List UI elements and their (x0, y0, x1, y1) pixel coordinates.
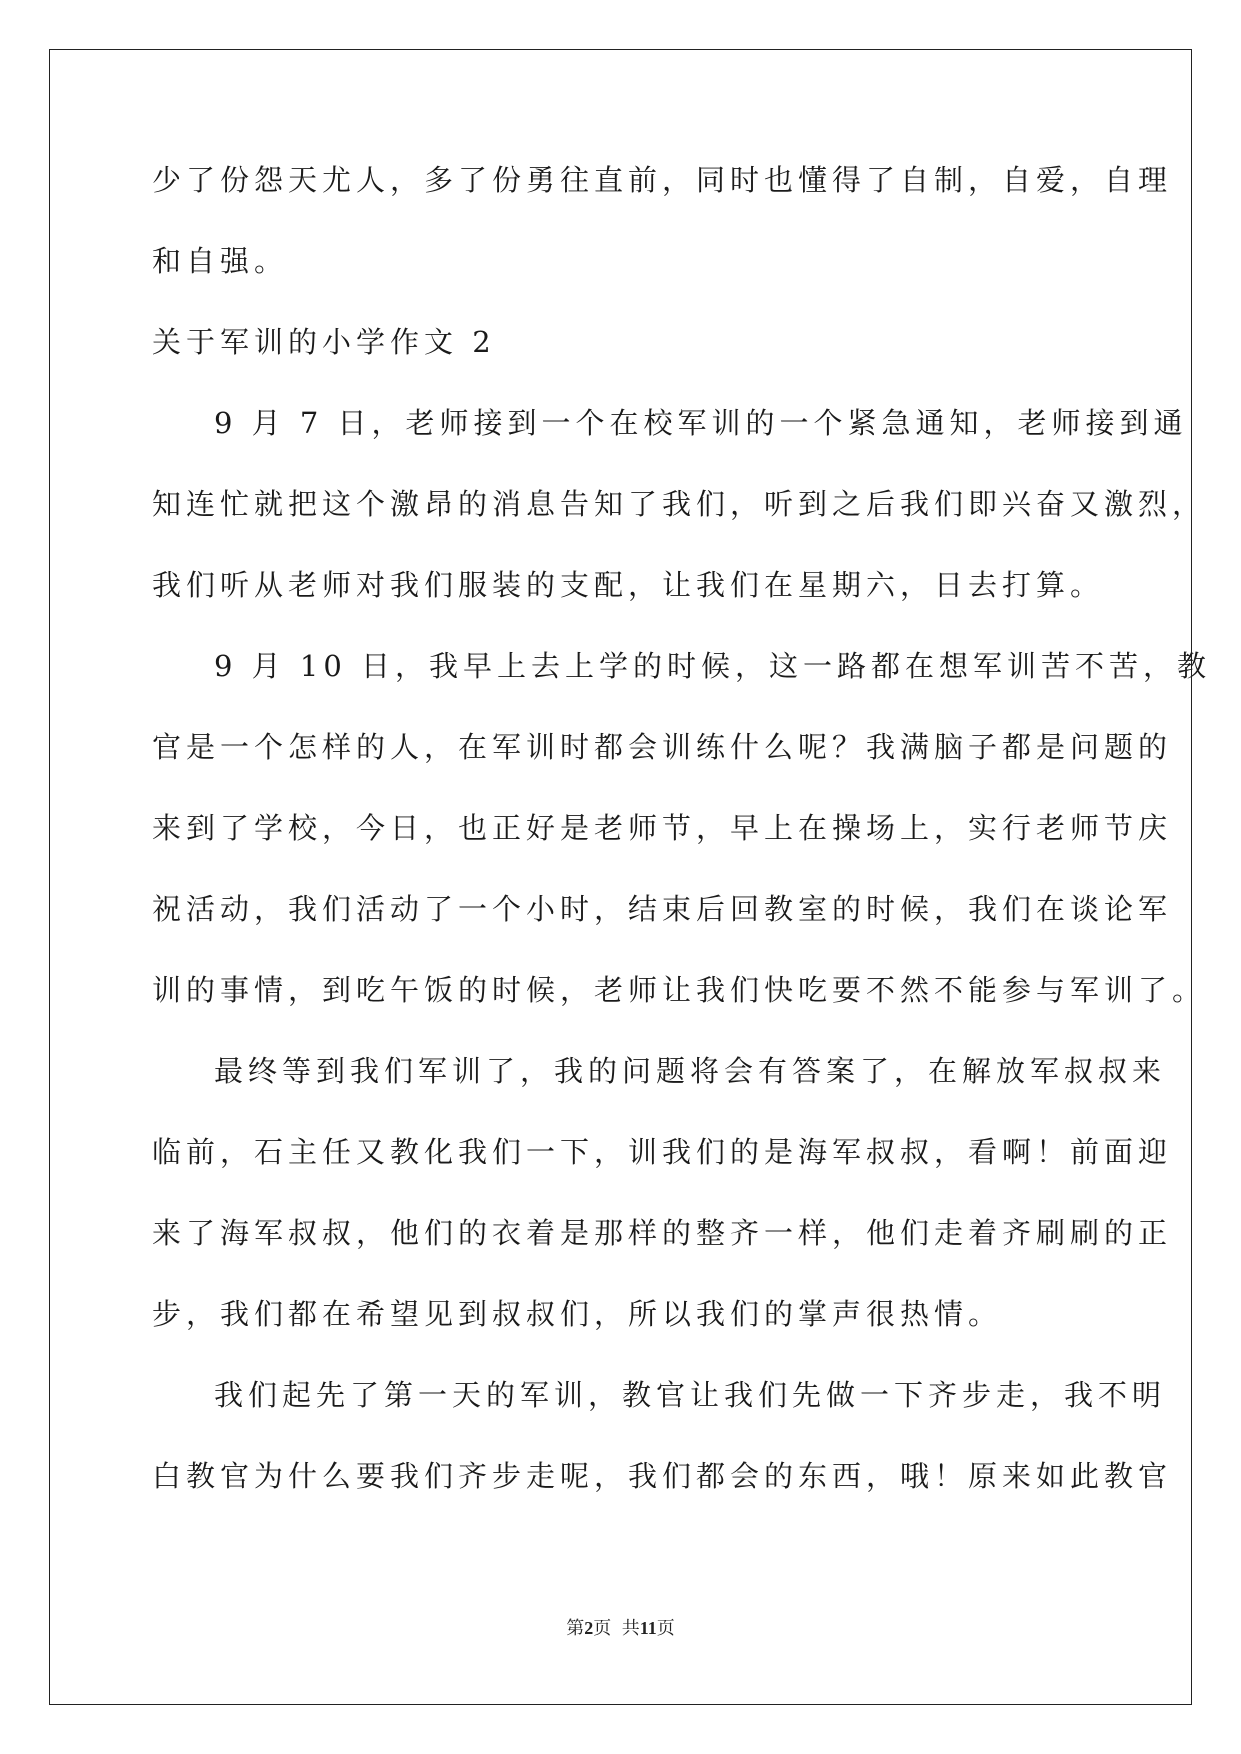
text-line: 白教官为什么要我们齐步走呢，我们都会的东西，哦！原来如此教官 (152, 1459, 1173, 1493)
page-footer (0, 1614, 1241, 1640)
text-line: 最终等到我们军训了，我的问题将会有答案了，在解放军叔叔来 (214, 1054, 1167, 1088)
footer-total-pages: 11 (639, 1618, 657, 1638)
footer-total-prefix: 共 (621, 1618, 640, 1638)
document-body (152, 160, 1212, 1537)
text-line: 少了份怨天尤人，多了份勇往直前，同时也懂得了自制，自爱，自理 (152, 163, 1173, 197)
text-line: 来到了学校，今日，也正好是老师节，早上在操场上，实行老师节庆 (152, 811, 1173, 845)
text-line: 和自强。 (152, 244, 289, 278)
text-line: 9 月 7 日，老师接到一个在校军训的一个紧急通知，老师接到通 (214, 406, 1188, 440)
text-line: 知连忙就把这个激昂的消息告知了我们，听到之后我们即兴奋又激烈， (152, 487, 1207, 521)
footer-page-prefix: 第 (566, 1618, 585, 1638)
text-line: 官是一个怎样的人，在军训时都会训练什么呢？我满脑子都是问题的 (152, 730, 1173, 764)
text-line: 9 月 10 日，我早上去上学的时候，这一路都在想军训苦不苦，教 (214, 649, 1212, 683)
text-line: 关于军训的小学作文 2 (152, 325, 496, 359)
footer-page-suffix: 页 (593, 1618, 612, 1638)
footer-total-suffix: 页 (656, 1618, 675, 1638)
text-line: 来了海军叔叔，他们的衣着是那样的整齐一样，他们走着齐刷刷的正 (152, 1216, 1173, 1250)
text-line: 我们起先了第一天的军训，教官让我们先做一下齐步走，我不明 (214, 1378, 1167, 1412)
text-line: 训的事情，到吃午饭的时候，老师让我们快吃要不然不能参与军训了。 (152, 973, 1207, 1007)
text-line: 临前，石主任又教化我们一下，训我们的是海军叔叔，看啊！前面迎 (152, 1135, 1173, 1169)
footer-page-number: 2 (584, 1618, 594, 1638)
text-line: 我们听从老师对我们服装的支配，让我们在星期六，日去打算。 (152, 568, 1105, 602)
text-line: 步，我们都在希望见到叔叔们，所以我们的掌声很热情。 (152, 1297, 1003, 1331)
text-line: 祝活动，我们活动了一个小时，结束后回教室的时候，我们在谈论军 (152, 892, 1173, 926)
